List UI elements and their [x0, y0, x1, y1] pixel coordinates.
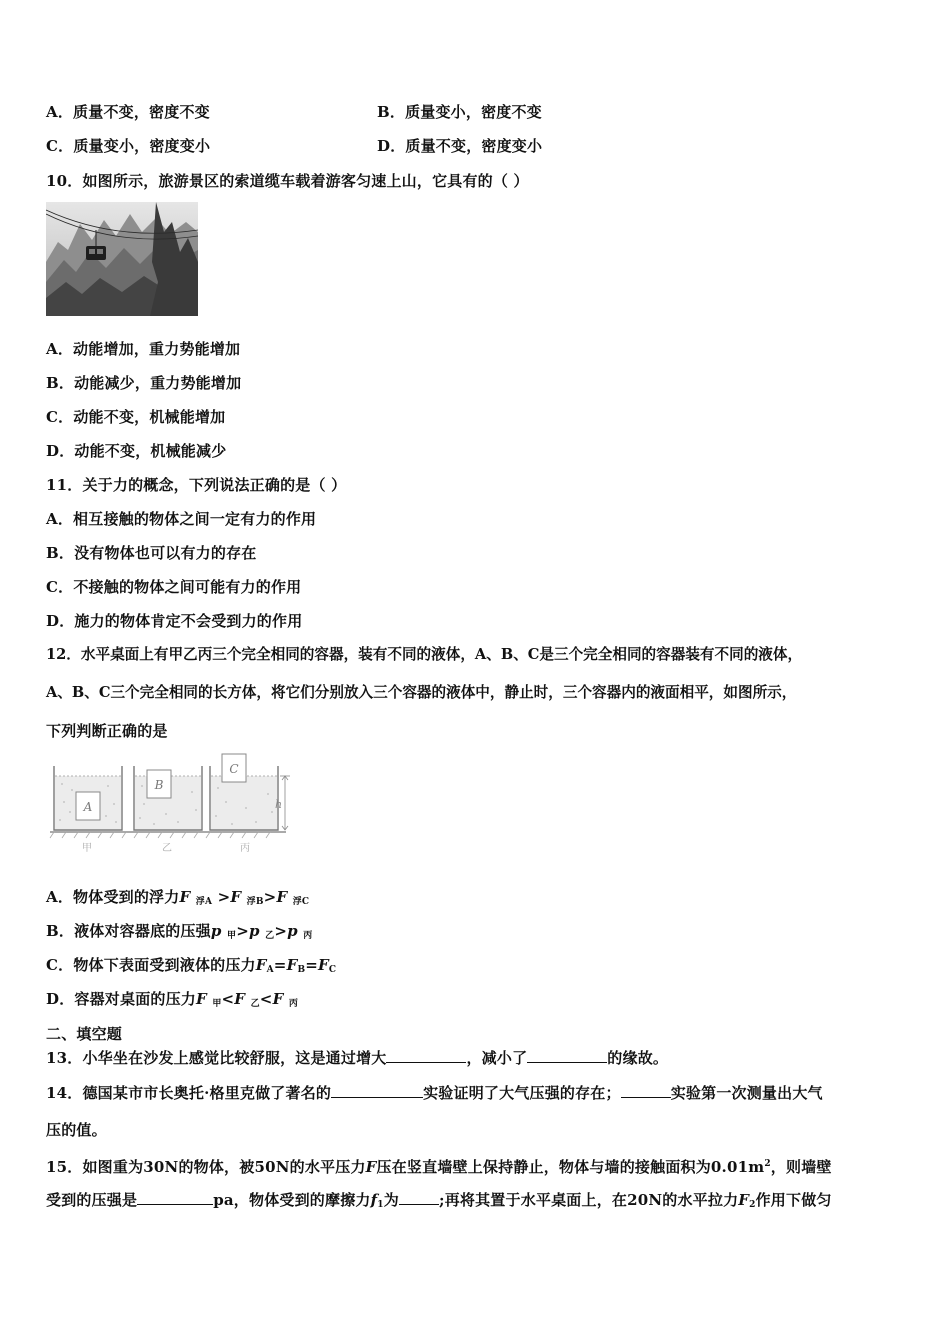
section-title: 二、填空题 [46, 1025, 123, 1043]
q9-option-d: D．质量不变，密度变小 [377, 137, 543, 155]
q11-option-d: D．施力的物体肯定不会受到力的作用 [46, 612, 303, 630]
height-label: h [275, 798, 283, 811]
cable-car-photo [46, 202, 198, 316]
block-b-label: B [154, 778, 164, 792]
q11-option-a: A．相互接触的物体之间一定有力的作用 [46, 510, 317, 528]
q15-line1: 15．如图重为30N的物体，被50N的水平压力F压在竖直墙壁上保持静止，物体与墙的接触面积为$0.01m^2$，则墙壁 [46, 1158, 832, 1176]
q12-option-c: C．物体下表面受到液体的压力$F_A=F_B=F_C$ [46, 956, 337, 975]
q10-option-a: A．动能增加，重力势能增加 [46, 340, 241, 358]
q11-stem: 11．关于力的概念，下列说法正确的是（ ） [46, 476, 347, 494]
container-yi-label: 乙 [162, 843, 172, 854]
q15-line2: 受到的压强是 pa，物体受到的摩擦力$f_1$为 ;再将其置于水平桌面上，在20N的水平拉力$F_2$作用下做匀 [46, 1191, 832, 1210]
q9-option-b: B．质量变小，密度不变 [377, 103, 542, 121]
q13-blank-2[interactable] [527, 1048, 607, 1063]
block-a-label: A [83, 800, 93, 814]
q14-blank-1[interactable] [331, 1083, 423, 1098]
q12-stem-line1: 12．水平桌面上有甲乙丙三个完全相同的容器，装有不同的液体，A、B、C是三个完全相同的容器装有不同的液体， [46, 646, 803, 663]
q12-option-d: D．容器对桌面的压力F $_甲$<F $_乙$<F $_丙$ [46, 990, 299, 1009]
q12-stem-line3: 下列判断正确的是 [46, 722, 168, 740]
q14-line2: 压的值。 [46, 1121, 107, 1139]
container-bing-label: 丙 [240, 843, 250, 854]
q14-blank-2[interactable] [621, 1083, 671, 1098]
q13-blank-1[interactable] [386, 1048, 466, 1063]
q13: 13．小华坐在沙发上感觉比较舒服，这是通过增大 ，减小了 的缘故。 [46, 1049, 669, 1067]
q12-stem-line2: A、B、C三个完全相同的长方体，将它们分别放入三个容器的液体中，静止时，三个容器内的液面相平，如图所示， [46, 684, 797, 701]
q11-option-c: C．不接触的物体之间可能有力的作用 [46, 578, 302, 596]
q10-stem: 10．如图所示，旅游景区的索道缆车载着游客匀速上山，它具有的（ ） [46, 172, 529, 190]
q10-option-d: D．动能不变，机械能减少 [46, 442, 227, 460]
block-c-label: C [229, 762, 239, 776]
q12-option-a: A．物体受到的浮力F $_{浮A}$ >F $_{浮B}$>F $_{浮C}$ [46, 888, 310, 907]
q9-option-c: C．质量变小，密度变小 [46, 137, 211, 155]
q9-option-a: A．质量不变，密度不变 [46, 103, 210, 121]
q15-blank-1[interactable] [137, 1190, 213, 1205]
q15-blank-2[interactable] [399, 1190, 439, 1205]
q11-option-b: B．没有物体也可以有力的存在 [46, 544, 257, 562]
q14-line1: 14．德国某市市长奥托·格里克做了著名的 实验证明了大气压强的存在； 实验第一次测量出大气 [46, 1084, 823, 1102]
q12-option-b: B．液体对容器底的压强p $_甲$>p $_乙$>p $_丙$ [46, 922, 313, 941]
q10-option-b: B．动能减少，重力势能增加 [46, 374, 242, 392]
q10-option-c: C．动能不变，机械能增加 [46, 408, 226, 426]
container-jia-label: 甲 [82, 843, 92, 854]
containers-diagram [46, 752, 296, 858]
